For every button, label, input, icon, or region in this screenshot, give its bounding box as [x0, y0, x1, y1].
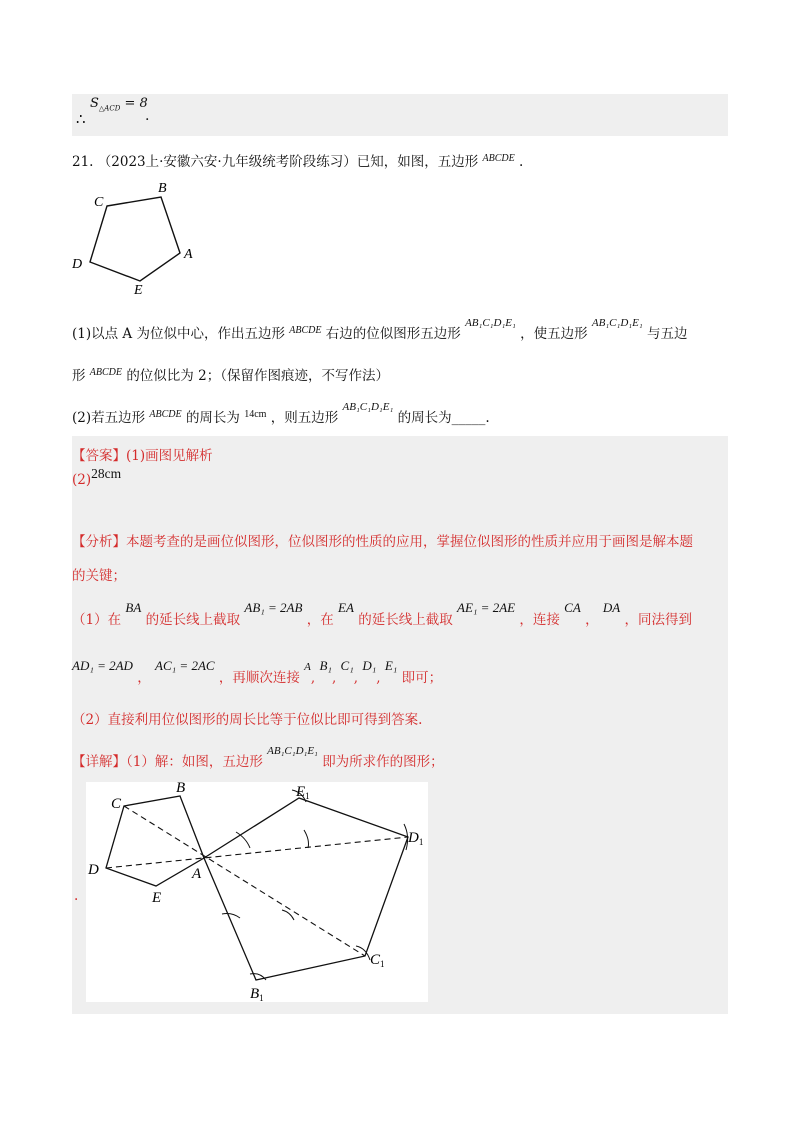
label-B: B	[158, 181, 167, 196]
previous-result-box	[72, 94, 728, 136]
pentagon-shape	[90, 197, 180, 281]
label-D: D	[72, 257, 83, 272]
C1-sub: 1	[380, 959, 385, 969]
step1-d: 的延长线上截取	[358, 612, 453, 628]
shape-name: ABCDE	[482, 153, 515, 164]
step1-pt-B1: B₁	[319, 658, 332, 673]
fig2-label-D: D	[88, 862, 99, 878]
B1-main: B	[250, 986, 260, 1002]
step1-i: ，再顺次连接	[218, 670, 300, 686]
part1-text-d: 与五边	[646, 326, 688, 342]
therefore-symbol: ∴	[76, 110, 86, 128]
part2-perimeter: 14cm	[244, 409, 267, 420]
step1-eq2: AE₁ = 2AE	[457, 600, 516, 615]
step1-pt-C1: C₁	[340, 658, 354, 673]
dashed-DA-D1	[106, 837, 408, 868]
fig2-label-B1	[250, 986, 264, 1002]
part2-shape-b: AB₁C₁D₁E₁	[342, 401, 394, 413]
step1-e: ，连接	[519, 612, 560, 628]
dashed-CA-C1	[124, 806, 365, 956]
label-C: C	[94, 195, 104, 210]
fig2-label-A: A	[192, 866, 202, 882]
step1-line2: AD₁ = 2AD ， AC₁ = 2AC ，再顺次连接 $^A$, B₁, C₁, D₁, E₁ 即可；	[72, 658, 443, 686]
step1-line1	[72, 600, 693, 628]
part2-text-c: ，则五边形	[270, 410, 339, 426]
part1-text-f: 的位似比为 2；（保留作图痕迹，不写作法）	[126, 368, 389, 384]
pentagon-figure	[72, 176, 202, 300]
part1-text-e: 形	[72, 368, 86, 384]
question-number: 21.	[72, 154, 94, 170]
D1-main: D	[408, 830, 419, 846]
detail-shape: AB₁C₁D₁E₁	[267, 745, 318, 757]
E1-main: E	[296, 784, 306, 800]
answer-2-value: 28cm	[91, 466, 122, 481]
answer-tag: 【答案】	[72, 448, 126, 464]
part1-shape-a: ABCDE	[289, 325, 322, 336]
area-value: = 8	[120, 96, 148, 111]
step1-h: ，	[137, 670, 151, 686]
detail-a: （1）解：如图，五边形	[126, 754, 263, 770]
label-A: A	[184, 247, 193, 262]
fig2-label-D1	[407, 830, 423, 847]
step1-c: ，在	[306, 612, 334, 628]
step1-a: （1）在	[72, 612, 122, 628]
area-sub: △ACD	[98, 104, 121, 113]
part1-text-c: ，使五边形	[520, 326, 588, 342]
C1-main: C	[370, 952, 381, 968]
step1-b: 的延长线上截取	[145, 612, 241, 628]
label-E: E	[134, 283, 143, 298]
detail-tag: 【详解】	[72, 754, 126, 770]
step1-g: ，同法得到	[624, 612, 693, 628]
step1-BA: BA	[125, 600, 142, 615]
area-expression	[90, 96, 148, 113]
step1-j: 即可；	[401, 670, 443, 686]
analysis-line2: 的关键；	[72, 568, 126, 584]
part2-line	[72, 401, 490, 426]
part1-line2	[72, 364, 389, 384]
E1-sub: 1	[305, 791, 310, 801]
arc-mark-2	[304, 830, 309, 848]
question-end: .	[519, 154, 524, 170]
part1-shape-c: AB₁C₁D₁E₁	[591, 317, 643, 329]
area-S: S	[90, 96, 99, 111]
step2-line: （2）直接利用位似图形的周长比等于位似比即可得到答案.	[72, 712, 423, 728]
figure-dot: .	[74, 888, 79, 904]
part1-text-b: 右边的位似图形五边形	[325, 326, 461, 342]
arc-mark-1	[236, 832, 250, 848]
D1-sub: 1	[418, 837, 424, 847]
detail-line	[72, 745, 444, 770]
step1-eq4: AC₁ = 2AC	[155, 658, 215, 673]
step1-eq3: AD₁ = 2AD	[72, 658, 133, 673]
part2-text-d: 的周长为_____.	[397, 410, 490, 426]
fig2-label-C: C	[111, 796, 122, 812]
fig2-label-C1	[370, 952, 385, 969]
question-source: （2023上·安徽六安·九年级统考阶段练习）已知，如图，五边形	[97, 154, 479, 170]
step1-EA: EA	[338, 600, 354, 615]
detail-b: 即为所求作的图形；	[322, 754, 444, 770]
fig2-label-E: E	[152, 890, 162, 906]
period: .	[145, 108, 150, 124]
part1-shape-b: AB₁C₁D₁E₁	[465, 317, 516, 329]
analysis-line1	[72, 530, 693, 550]
part1-line1	[72, 317, 688, 342]
step1-pt-E1: E₁	[384, 658, 398, 673]
part1-shape-d: ABCDE	[89, 367, 123, 378]
fig2-label-B: B	[176, 782, 186, 796]
part1-text-a: (1)以点 A 为位似中心，作出五边形	[72, 326, 285, 342]
arc-mark-3	[222, 914, 240, 919]
step1-DA: DA	[602, 600, 621, 615]
answer-2-num: (2)	[72, 472, 92, 488]
analysis-text-1: 本题考查的是画位似图形，位似图形的性质的应用，掌握位似图形的性质并应用于画图是解本题	[126, 534, 693, 550]
step1-CA: CA	[564, 600, 581, 615]
construction-figure	[86, 782, 428, 1002]
part2-text-a: (2)若五边形	[72, 410, 146, 426]
answer-line1	[72, 444, 213, 464]
construction-svg	[86, 782, 428, 1002]
answer-line2	[72, 466, 122, 488]
step1-pt-D1: D₁	[362, 658, 377, 673]
answer-box	[72, 436, 728, 1014]
page	[72, 0, 728, 1132]
step1-f: ，	[585, 612, 599, 628]
part2-text-b: 的周长为	[185, 410, 240, 426]
step1-eq1: AB₁ = 2AB	[244, 600, 303, 615]
question-header	[72, 150, 523, 170]
fig2-label-E1	[295, 784, 310, 801]
B1-sub: 1	[259, 993, 264, 1002]
arc-mark-4	[282, 910, 294, 920]
part2-shape-a: ABCDE	[149, 409, 182, 420]
analysis-tag: 【分析】	[72, 534, 126, 550]
step1-pt-A: A	[304, 661, 311, 673]
answer-1: (1)画图见解析	[126, 448, 213, 464]
